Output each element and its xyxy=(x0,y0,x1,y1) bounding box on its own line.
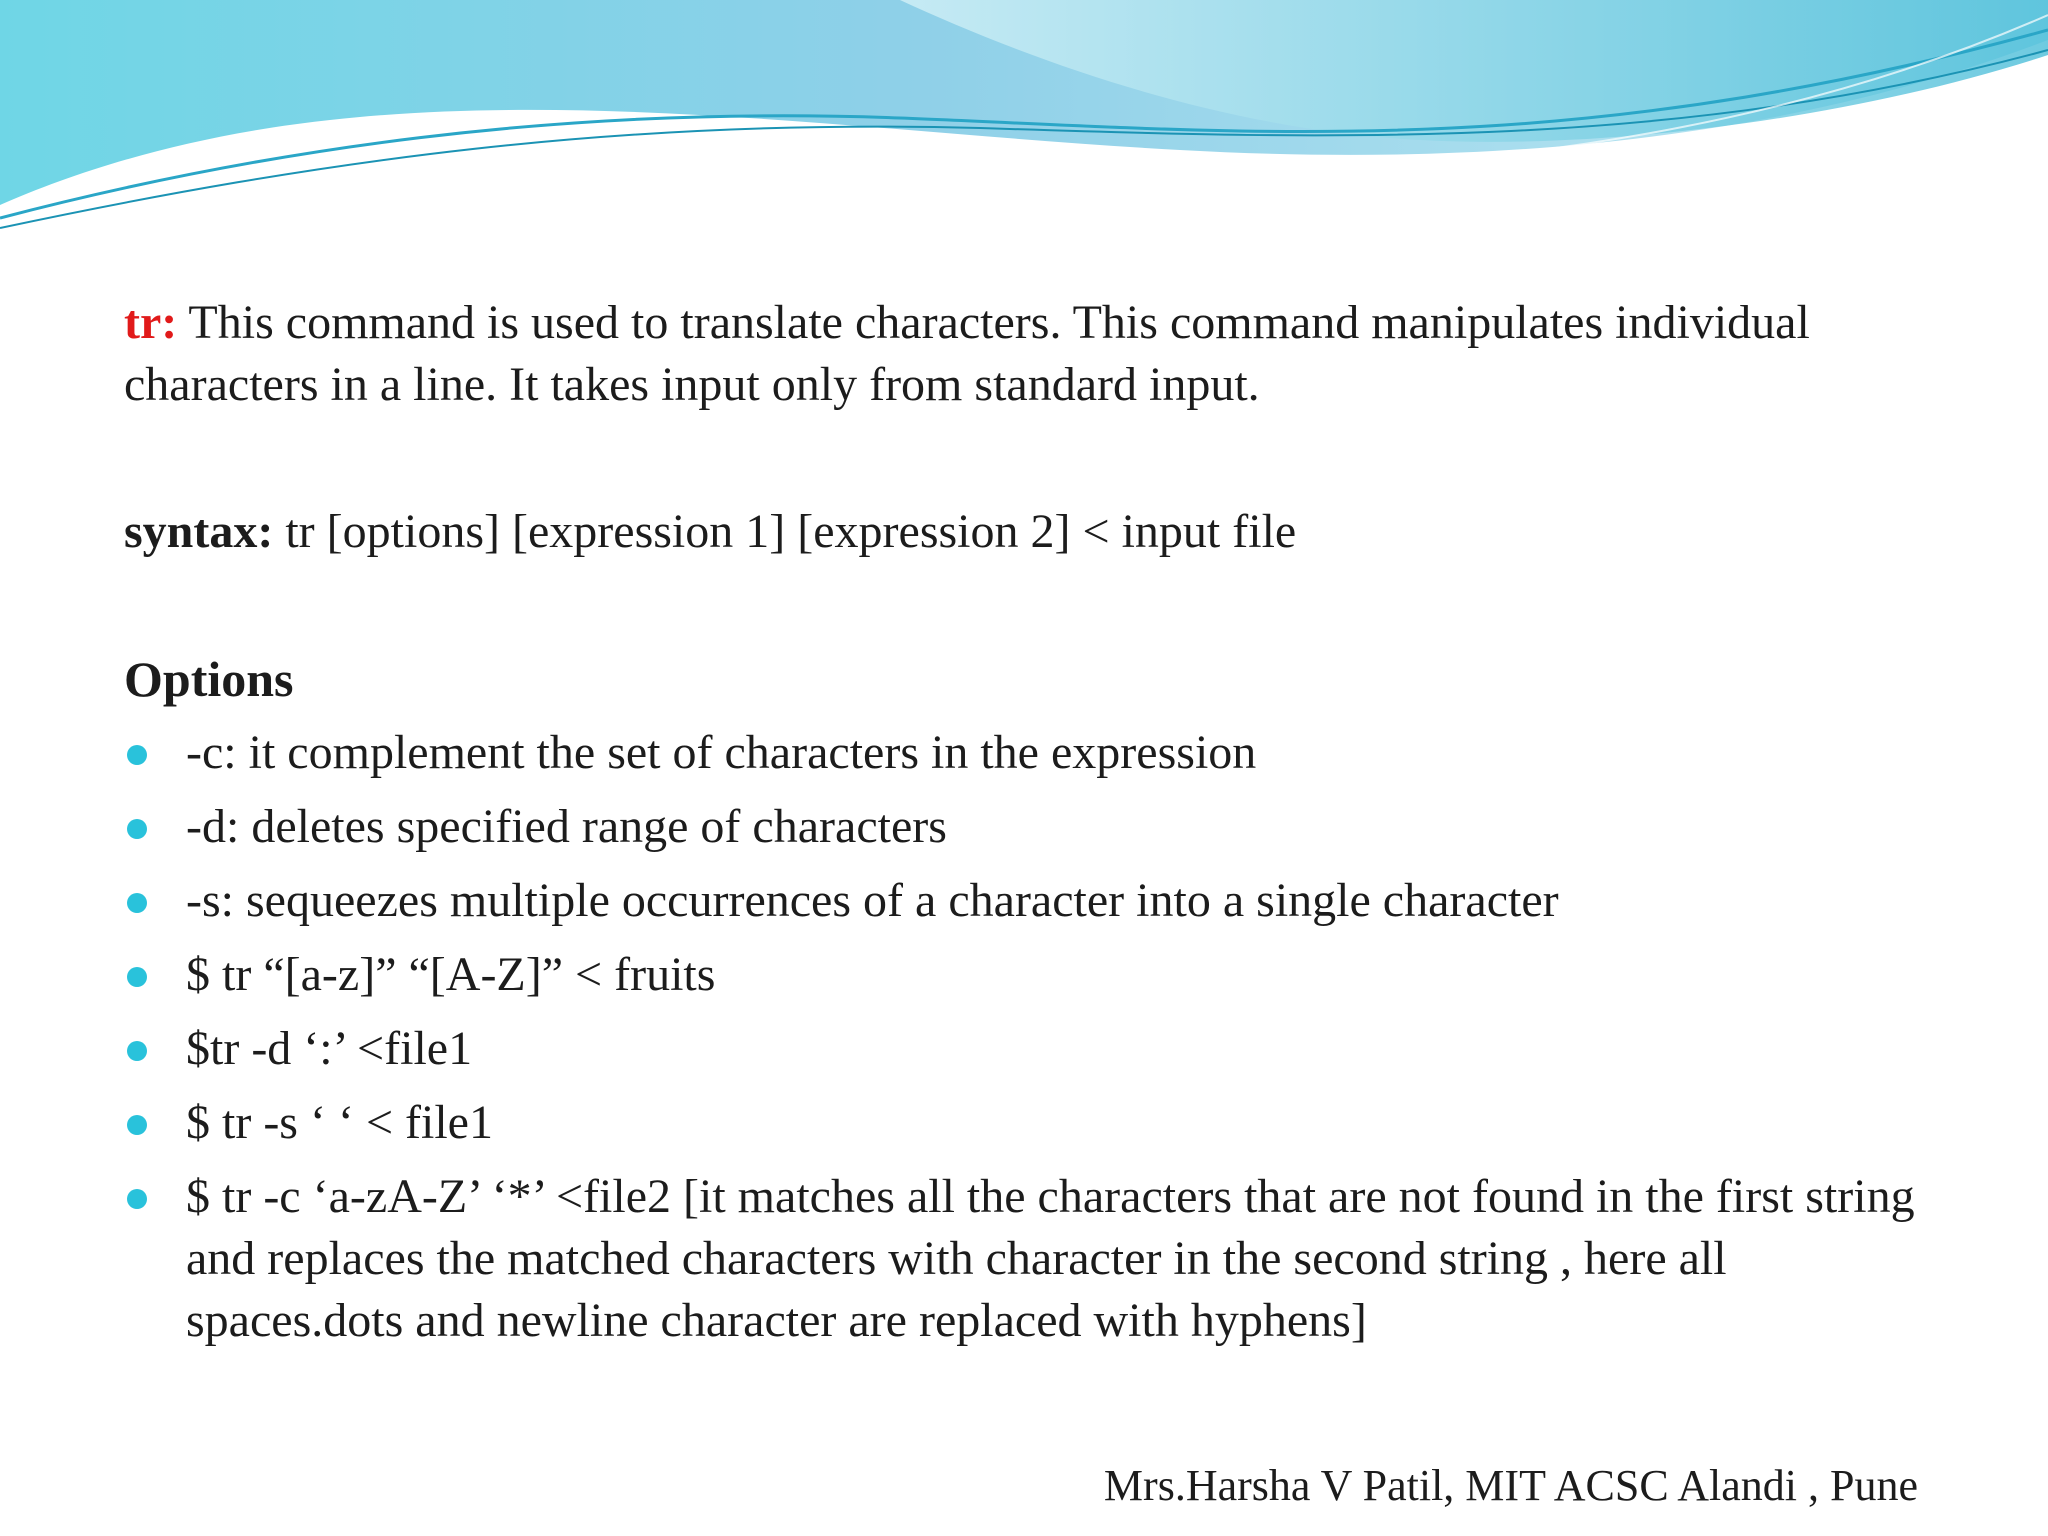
syntax-line xyxy=(124,501,1954,563)
list-item xyxy=(124,722,1954,784)
header-wave-decoration xyxy=(0,0,2048,240)
bullet-icon xyxy=(127,819,147,839)
bullet-icon xyxy=(127,1041,147,1061)
slide-content xyxy=(124,292,1954,1364)
list-item-text: -s: sequeezes multiple occurrences of a character into a single character xyxy=(186,874,1559,927)
list-item-text: $ tr “[a-z]” “[A-Z]” < fruits xyxy=(186,948,716,1001)
list-item-text: -d: deletes specified range of characters xyxy=(186,800,947,853)
list-item-text: -c: it complement the set of characters in the expression xyxy=(186,726,1257,779)
list-item xyxy=(124,870,1954,932)
bullet-icon xyxy=(127,893,147,913)
syntax-label: syntax: xyxy=(124,505,274,558)
syntax-text: tr [options] [expression 1] [expression 2] < input file xyxy=(285,505,1297,558)
list-item-text: $ tr -c ‘a-zA-Z’ ‘*’ <file2 [it matches all the characters that are not found in the first string and replaces the matched characters with character in the second string , here all spaces.dots and newline character are replaced with hyphens] xyxy=(186,1170,1915,1347)
intro-paragraph xyxy=(124,292,1954,416)
list-item xyxy=(124,796,1954,858)
bullet-icon xyxy=(127,1115,147,1135)
list-item xyxy=(124,1018,1954,1080)
bullet-icon xyxy=(127,967,147,987)
options-heading: Options xyxy=(124,651,294,707)
bullet-icon xyxy=(127,745,147,765)
options-list xyxy=(124,722,1954,1352)
intro-term: tr: xyxy=(124,296,178,349)
bullet-icon xyxy=(127,1189,147,1209)
intro-text: This command is used to translate characters. This command manipulates individual characters in a line. It takes input only from standard input. xyxy=(124,296,1810,411)
list-item-text: $tr -d ‘:’ <file1 xyxy=(186,1022,473,1075)
list-item xyxy=(124,944,1954,1006)
list-item-text: $ tr -s ‘ ‘ < file1 xyxy=(186,1096,493,1149)
list-item xyxy=(124,1092,1954,1154)
footer-credit: Mrs.Harsha V Patil, MIT ACSC Alandi , Pune xyxy=(1103,1461,1918,1510)
list-item xyxy=(124,1166,1954,1352)
